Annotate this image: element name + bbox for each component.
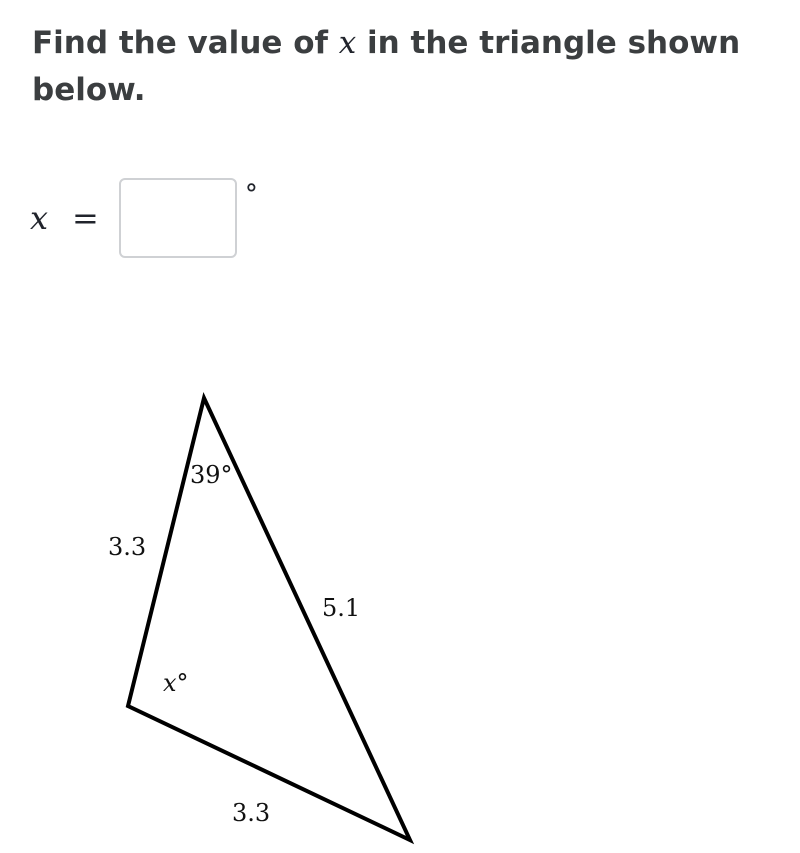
triangle-shape (128, 398, 410, 840)
question-suffix: in the triangle shown below. (32, 25, 741, 108)
answer-input[interactable] (119, 178, 237, 258)
degree-symbol: ° (244, 180, 258, 210)
answer-variable: x (30, 199, 49, 237)
side-label-left: 3.3 (108, 533, 147, 561)
question-text (32, 20, 772, 114)
question-prefix: Find the value of (32, 25, 339, 61)
angle-label-x: x° (163, 669, 189, 697)
side-label-right: 5.1 (322, 594, 361, 622)
triangle-figure (0, 380, 800, 853)
angle-label-top: 39° (190, 461, 233, 489)
question-variable: x (338, 25, 357, 61)
answer-row (30, 176, 258, 260)
side-label-bottom: 3.3 (232, 799, 271, 827)
equals-sign: = (72, 199, 99, 237)
